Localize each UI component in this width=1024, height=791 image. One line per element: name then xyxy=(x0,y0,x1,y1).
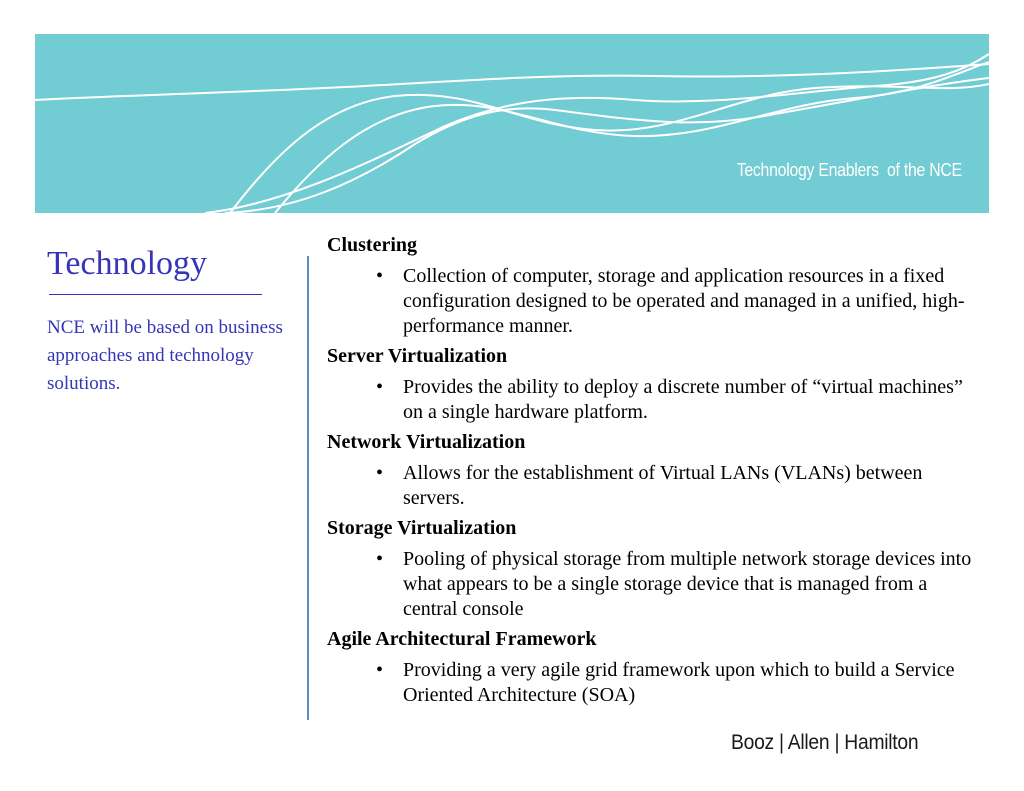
section-agile-architectural-framework xyxy=(327,626,997,708)
vertical-divider xyxy=(307,256,309,720)
section-storage-virtualization xyxy=(327,515,997,622)
bullet-item xyxy=(327,264,983,339)
bullet-item xyxy=(327,658,983,708)
bullet-icon: • xyxy=(376,265,384,287)
section-heading: Server Virtualization xyxy=(327,345,508,367)
section-server-virtualization xyxy=(327,343,997,425)
page-title: Technology xyxy=(47,245,208,282)
section-heading: Storage Virtualization xyxy=(327,517,517,539)
section-network-virtualization xyxy=(327,429,997,511)
bullet-item xyxy=(327,547,983,622)
bullet-text: Collection of computer, storage and application resources in a fixed configuration designed to be operated and managed in a unified, high-performance manner. xyxy=(403,265,965,337)
header-banner xyxy=(35,34,989,213)
bullet-icon: • xyxy=(376,462,384,484)
bullet-item xyxy=(327,461,983,511)
bullet-text: Allows for the establishment of Virtual LANs (VLANs) between servers. xyxy=(403,462,923,509)
left-panel xyxy=(47,244,287,394)
wave-lines-decoration xyxy=(35,34,989,213)
bullet-icon: • xyxy=(376,659,384,681)
section-heading: Agile Architectural Framework xyxy=(327,628,597,650)
bullet-item xyxy=(327,375,983,425)
section-heading: Clustering xyxy=(327,234,417,256)
section-clustering xyxy=(327,232,997,339)
bullet-text: Provides the ability to deploy a discrete number of “virtual machines” on a single hardware platform. xyxy=(403,376,963,423)
bullet-icon: • xyxy=(376,376,384,398)
bullet-text: Providing a very agile grid framework upon which to build a Service Oriented Architecture (SOA) xyxy=(403,659,955,706)
main-content xyxy=(327,232,997,712)
banner-title: Technology Enablers of the NCE xyxy=(736,160,962,180)
page-summary: NCE will be based on business approaches and technology solutions. xyxy=(47,317,283,394)
bullet-text: Pooling of physical storage from multiple network storage devices into what appears to be a single storage device that is managed from a central console xyxy=(403,548,972,620)
section-heading: Network Virtualization xyxy=(327,431,526,453)
title-underline xyxy=(49,294,262,295)
bullet-icon: • xyxy=(376,548,384,570)
company-logo: Booz | Allen | Hamilton xyxy=(731,731,919,754)
